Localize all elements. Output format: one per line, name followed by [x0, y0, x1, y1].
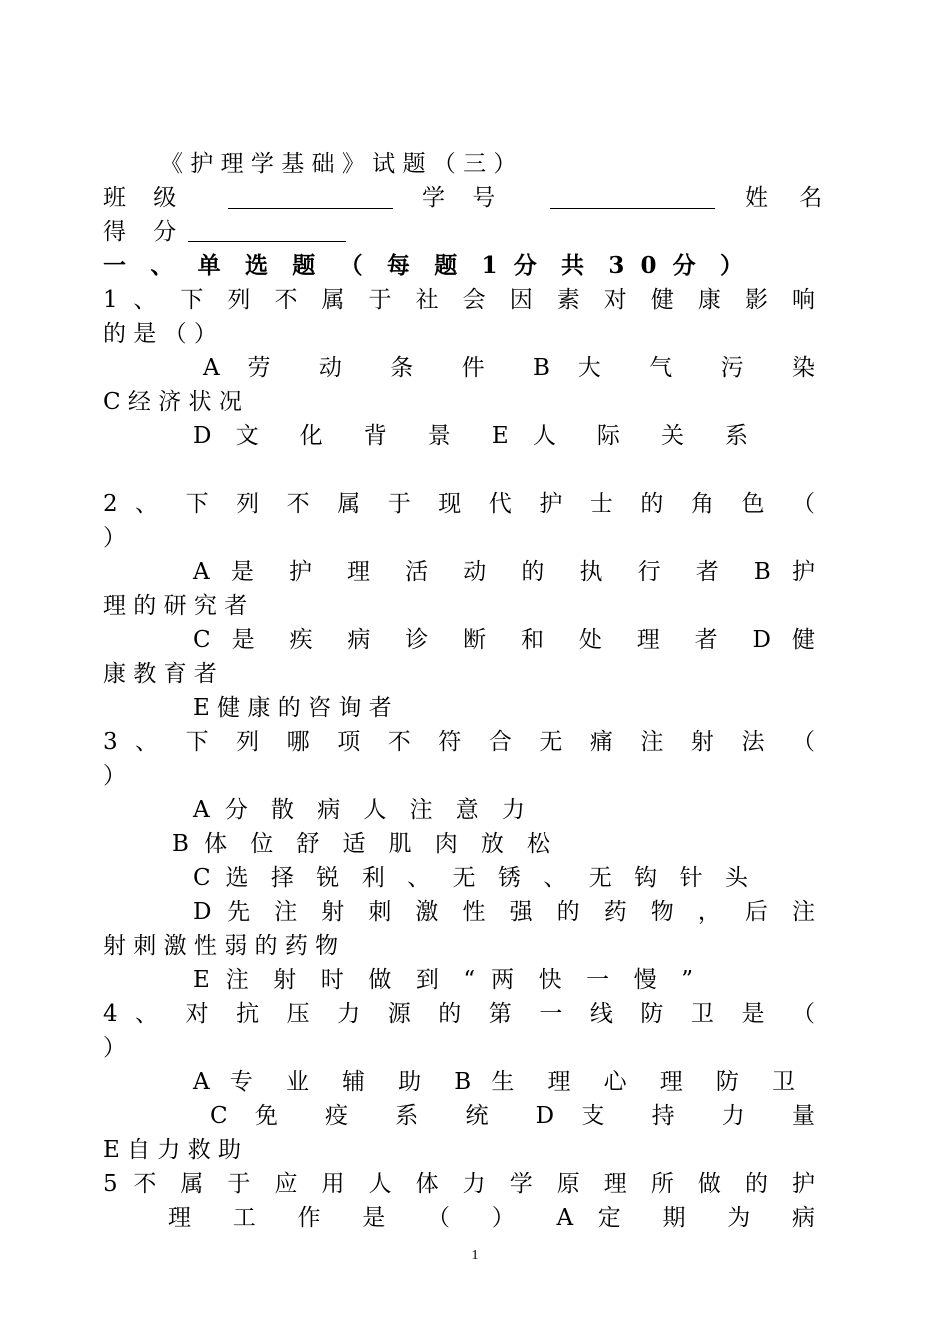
section-heading: 一 、 单 选 题 （ 每 题 1 分 共 3 0 分 ） [103, 252, 743, 279]
question-4-option-e: E 自 力 救 助 [103, 1137, 242, 1163]
question-3-option-c: C 选 择 锐 利 、 无 锈 、 无 钩 针 头 [193, 865, 748, 891]
question-4-line-1: 4 、 对 抗 压 力 源 的 第 一 线 防 卫 是 （ [103, 1001, 815, 1027]
question-2-option-b-cont: 理 的 研 究 者 [103, 593, 248, 619]
question-3-option-b: B 体 位 舒 适 肌 肉 放 松 [172, 831, 550, 857]
question-3-line-2: ） [103, 763, 126, 789]
question-5-line-1: 5 不 属 于 应 用 人 体 力 学 原 理 所 做 的 护 [103, 1171, 815, 1197]
class-label: 班 级 [103, 185, 187, 211]
name-label: 姓 名 [745, 185, 835, 211]
question-5-line-2: 理 工 作 是 （ ） A 定 期 为 病 [168, 1205, 815, 1231]
question-1-line-1: 1 、 下 列 不 属 于 社 会 因 素 对 健 康 影 响 [103, 287, 815, 313]
class-blank-field[interactable] [228, 208, 393, 209]
question-3-option-d: D 先 注 射 刺 激 性 强 的 药 物 ， 后 注 [193, 899, 815, 925]
score-label: 得 分 [103, 219, 187, 245]
question-2-line-2: ） [103, 525, 126, 551]
question-1-option-c: C 经 济 状 况 [103, 389, 242, 415]
question-2-option-e: E 健 康 的 咨 询 者 [193, 695, 392, 721]
question-1-options-de: D 文 化 背 景 E 人 际 关 系 [193, 423, 748, 449]
question-2-line-1: 2 、 下 列 不 属 于 现 代 护 士 的 角 色 （ [103, 491, 815, 517]
question-3-option-d-cont: 射 刺 激 性 弱 的 药 物 [103, 933, 339, 959]
student-id-label: 学 号 [422, 185, 506, 211]
score-blank-field[interactable] [188, 241, 346, 242]
question-2-option-d-cont: 康 教 育 者 [103, 661, 217, 687]
question-3-option-e: E 注 射 时 做 到 “ 两 快 一 慢 ” [193, 967, 693, 993]
question-3-line-1: 3 、 下 列 哪 项 不 符 合 无 痛 注 射 法 （ [103, 729, 815, 755]
question-2-options-cd: C 是 疾 病 诊 断 和 处 理 者 D 健 [193, 627, 815, 653]
question-2-options-ab: A 是 护 理 活 动 的 执 行 者 B 护 [193, 559, 815, 585]
question-4-line-2: ） [103, 1035, 126, 1061]
question-1-options-ab: A 劳 动 条 件 B 大 气 污 染 [203, 355, 815, 381]
student-id-blank-field[interactable] [550, 208, 715, 209]
question-4-options-cd: C 免 疫 系 统 D 支 持 力 量 [210, 1103, 815, 1129]
exam-title: 《 护 理 学 基 础 》 试 题 （ 三 ） [160, 151, 517, 177]
question-1-line-2: 的 是 （ ） [103, 321, 217, 347]
page-number: 1 [471, 1248, 479, 1263]
question-3-option-a: A 分 散 病 人 注 意 力 [193, 797, 525, 823]
question-4-options-ab: A 专 业 辅 助 B 生 理 心 理 防 卫 [193, 1069, 795, 1095]
